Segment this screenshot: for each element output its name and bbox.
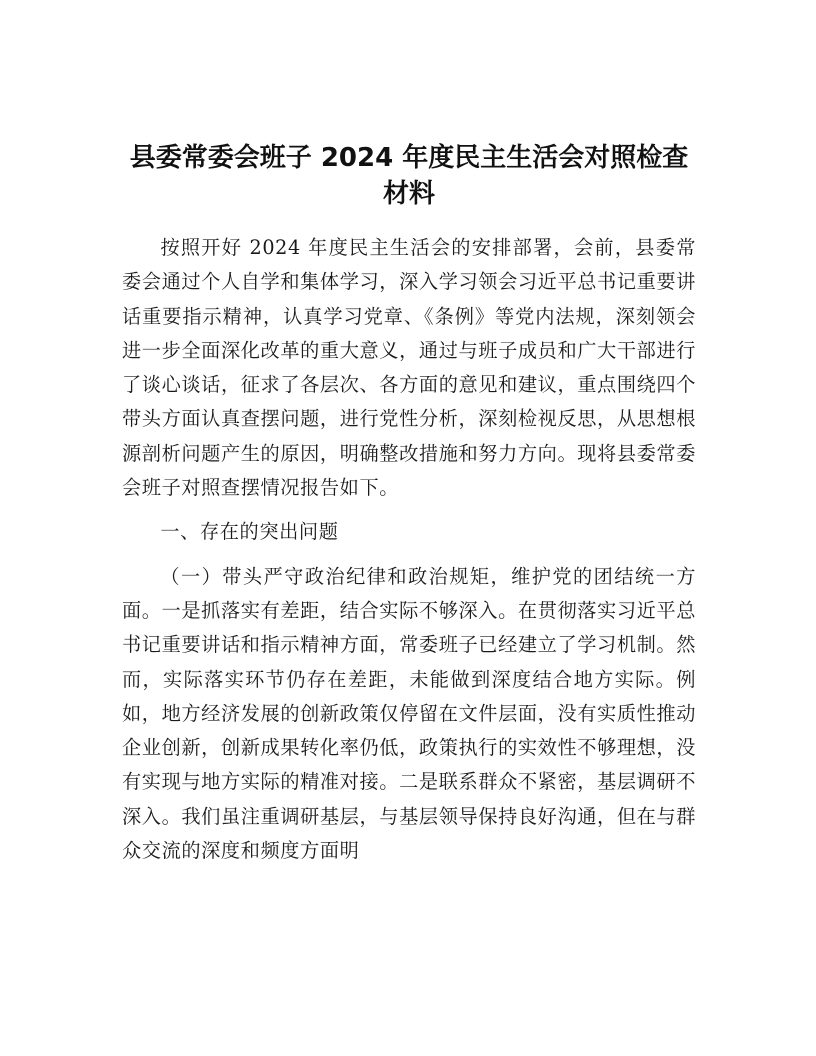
title-line-2: 材料 [382,179,435,209]
intro-paragraph: 按照开好 2024 年度民主生活会的安排部署，会前，县委常委会通过个人自学和集体学习，深入学习领会习近平总书记重要讲话重要指示精神，认真学习党章、《条例》等党内法规，深刻领会进一步全面深化改革的重大意义，通过与班子成员和广大干部进行了谈心谈话，征求了各层次、各方面的意见和建议，重点围绕四个带头方面认真查摆问题，进行党性分析，深刻检视反思，从思想根源剖析问题产生的原因，明确整改措施和努力方向。现将县委常委会班子对照查摆情况报告如下。 [122,236,696,500]
document-title [122,140,696,212]
section-heading: 一、存在的突出问题 [160,520,339,544]
title-line-1: 县委常委会班子 2024 年度民主生活会对照检查 [129,143,689,173]
section-paragraph: （一）带头严守政治纪律和政治规矩，维护党的团结统一方面。一是抓落实有差距，结合实际不够深入。在贯彻落实习近平总书记重要讲话和指示精神方面，常委班子已经建立了学习机制。然而，实际落实环节仍存在差距，未能做到深度结合地方实际。例如，地方经济发展的创新政策仅停留在文件层面，没有实质性推动企业创新，创新成果转化率仍低，政策执行的实效性不够理想，没有实现与地方实际的精准对接。二是联系群众不紧密，基层调研不深入。我们虽注重调研基层，与基层领导保持良好沟通，但在与群众交流的深度和频度方面明 [122,564,696,863]
document-page [122,140,696,868]
